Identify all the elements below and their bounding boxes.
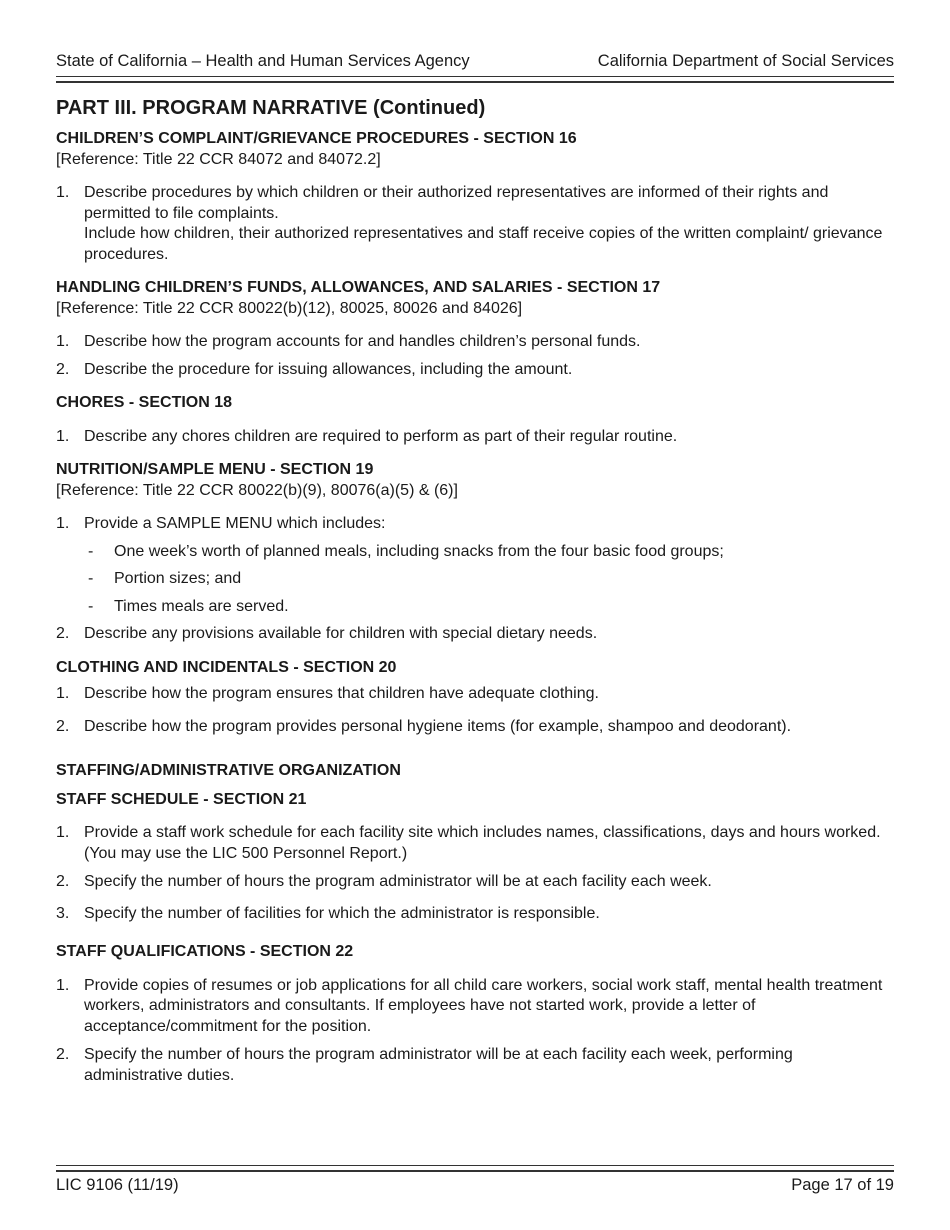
document-page: [56, 0, 894, 1230]
item-text: Describe how the program ensures that children have adequate clothing.: [84, 685, 599, 702]
section-20-heading: CLOTHING AND INCIDENTALS - SECTION 20: [56, 658, 397, 676]
section-19-reference: [Reference: Title 22 CCR 80022(b)(9), 80076(a)(5) & (6)]: [56, 481, 458, 499]
section-19-list: [56, 514, 894, 645]
section-18: [56, 393, 894, 447]
item-number: 1.: [56, 515, 70, 532]
sublist-item: [84, 597, 894, 618]
item-text: Provide copies of resumes or job applications for all child care workers, social work staff, mental health treatment workers, administrators and consultants. If employees have not started work, provide a letter of acceptance/commitment for the position.: [84, 976, 883, 1035]
sublist-text: One week’s worth of planned meals, including snacks from the four basic food groups;: [114, 542, 724, 560]
header-rule: [56, 76, 894, 83]
item-text: Describe procedures by which children or their authorized representatives are informed of their rights and permitted to file complaints.: [84, 184, 829, 222]
item-number: 2.: [56, 625, 70, 642]
header-department: California Department of Social Services: [597, 52, 894, 70]
list-item: [56, 872, 894, 893]
section-17-reference: [Reference: Title 22 CCR 80022(b)(12), 80025, 80026 and 84026]: [56, 299, 523, 317]
item-number: 3.: [56, 904, 70, 922]
page-title: PART III. PROGRAM NARRATIVE (Continued): [56, 97, 486, 119]
sample-menu-sublist: [84, 542, 894, 618]
item-number: 2.: [56, 717, 70, 735]
sublist-item: [84, 569, 894, 590]
section-22-heading: STAFF QUALIFICATIONS - SECTION 22: [56, 943, 354, 960]
item-number: 2.: [56, 873, 70, 890]
list-item: [56, 332, 894, 353]
sublist-text: Portion sizes; and: [114, 570, 242, 587]
section-21-heading: STAFF SCHEDULE - SECTION 21: [56, 790, 307, 808]
list-item: [56, 976, 894, 1038]
list-item: [56, 823, 894, 864]
item-text: Describe how the program provides personal hygiene items (for example, shampoo and deodorant).: [84, 717, 792, 735]
item-text: Describe any chores children are required to perform as part of their regular routine.: [84, 427, 678, 445]
item-number: 1.: [56, 685, 70, 702]
item-number: 2.: [56, 1046, 70, 1063]
section-18-heading: CHORES - SECTION 18: [56, 394, 233, 411]
section-16-reference: [Reference: Title 22 CCR 84072 and 84072.2]: [56, 150, 381, 168]
sublist-text: Times meals are served.: [114, 597, 289, 615]
dash-bullet: -: [88, 597, 94, 615]
item-text: Specify the number of facilities for which the administrator is responsible.: [84, 904, 600, 922]
list-item: [56, 183, 894, 265]
section-17: [56, 278, 894, 380]
page-number: Page 17 of 19: [791, 1176, 894, 1194]
section-16-list: [56, 183, 894, 265]
page-content: [56, 96, 894, 1099]
item-number: 1.: [56, 427, 70, 445]
form-number: LIC 9106 (11/19): [56, 1176, 179, 1194]
section-17-list: [56, 332, 894, 380]
list-item: [56, 427, 894, 448]
list-item: [56, 624, 894, 645]
footer-rule: [56, 1165, 894, 1172]
staffing-organization: [56, 761, 894, 782]
dash-bullet: -: [88, 542, 94, 560]
section-20: [56, 658, 894, 738]
list-item: [56, 684, 894, 705]
list-item: [56, 360, 894, 381]
staffing-heading: STAFFING/ADMINISTRATIVE ORGANIZATION: [56, 762, 401, 779]
section-19: [56, 460, 894, 645]
item-text: Provide a SAMPLE MENU which includes:: [84, 515, 386, 532]
item-number: 2.: [56, 360, 70, 378]
item-text: Describe how the program accounts for and handles children’s personal funds.: [84, 333, 641, 350]
section-22-list: [56, 976, 894, 1087]
item-text: Provide a staff work schedule for each facility site which includes names, classifications, days and hours worked. (You may use the LIC 500 Personnel Report.): [84, 824, 881, 862]
item-number: 1.: [56, 824, 70, 841]
section-21: [56, 790, 894, 925]
section-18-list: [56, 427, 894, 448]
item-number: 1.: [56, 333, 70, 350]
item-text: Specify the number of hours the program administrator will be at each facility each week, performing administrative duties.: [84, 1046, 793, 1084]
header-agency: State of California – Health and Human Services Agency: [56, 52, 470, 70]
list-item: [56, 514, 894, 617]
item-text: Include how children, their authorized representatives and staff receive copies of the written complaint/ grievance procedures.: [84, 225, 883, 263]
section-16-heading: CHILDREN’S COMPLAINT/GRIEVANCE PROCEDURES - SECTION 16: [56, 130, 577, 147]
section-22: [56, 942, 894, 1086]
list-item: [56, 1045, 894, 1086]
section-17-heading: HANDLING CHILDREN’S FUNDS, ALLOWANCES, AND SALARIES - SECTION 17: [56, 279, 661, 296]
spacer: [56, 750, 894, 761]
dash-bullet: -: [88, 570, 94, 587]
item-number: 1.: [56, 976, 70, 994]
item-text: Specify the number of hours the program administrator will be at each facility each week.: [84, 873, 712, 890]
item-text: Describe the procedure for issuing allowances, including the amount.: [84, 360, 573, 378]
section-16: [56, 129, 894, 265]
section-19-heading: NUTRITION/SAMPLE MENU - SECTION 19: [56, 461, 374, 478]
list-item: [56, 904, 894, 925]
item-number: 1.: [56, 184, 70, 201]
list-item: [56, 717, 894, 738]
sublist-item: [84, 542, 894, 563]
item-text: Describe any provisions available for children with special dietary needs.: [84, 625, 598, 642]
section-20-list: [56, 684, 894, 737]
section-21-list: [56, 823, 894, 924]
